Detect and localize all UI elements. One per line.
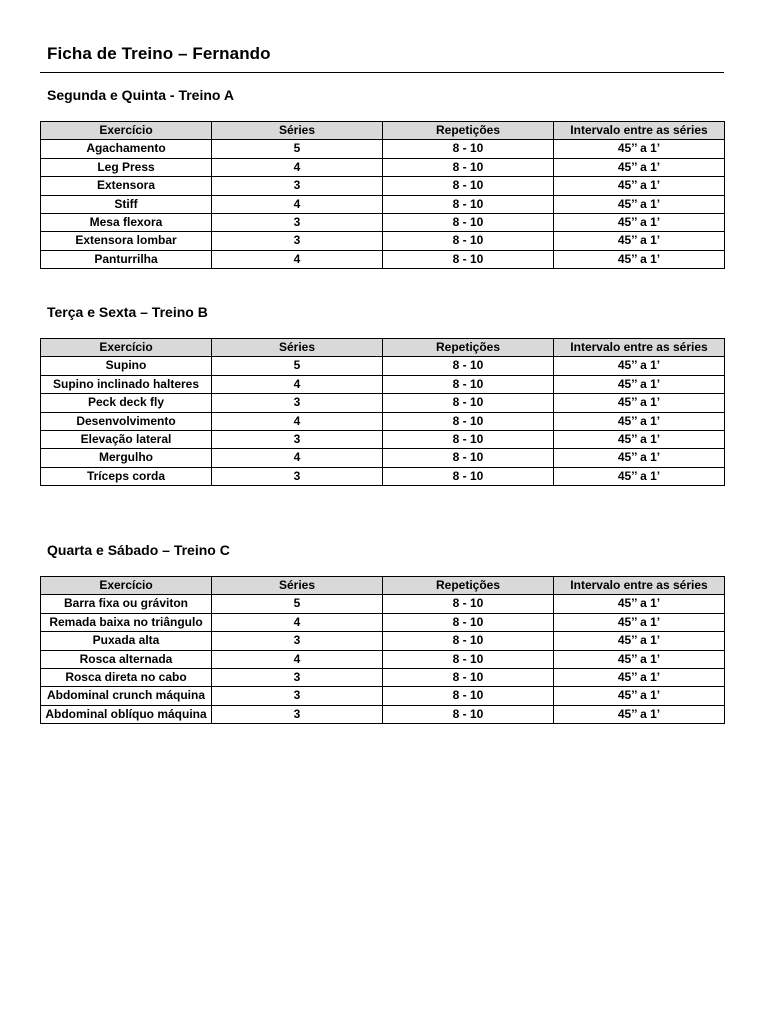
cell-series: 4 — [212, 250, 383, 268]
table-row — [41, 250, 725, 268]
cell-exercicio: Puxada alta — [41, 632, 212, 650]
cell-series: 5 — [212, 595, 383, 613]
header-intervalo: Intervalo entre as séries — [554, 339, 725, 357]
table-row — [41, 632, 725, 650]
cell-series: 4 — [212, 449, 383, 467]
cell-intervalo: 45’’ a 1’ — [554, 140, 725, 158]
cell-repeticoes: 8 - 10 — [383, 140, 554, 158]
cell-series: 5 — [212, 357, 383, 375]
cell-repeticoes: 8 - 10 — [383, 177, 554, 195]
header-intervalo: Intervalo entre as séries — [554, 122, 725, 140]
cell-series: 3 — [212, 177, 383, 195]
cell-exercicio: Agachamento — [41, 140, 212, 158]
cell-series: 4 — [212, 412, 383, 430]
cell-exercicio: Panturrilha — [41, 250, 212, 268]
cell-repeticoes: 8 - 10 — [383, 669, 554, 687]
cell-intervalo: 45’’ a 1’ — [554, 449, 725, 467]
header-repeticoes: Repetições — [383, 122, 554, 140]
table-row — [41, 195, 725, 213]
cell-series: 3 — [212, 669, 383, 687]
table-header-row — [41, 577, 725, 595]
cell-series: 3 — [212, 632, 383, 650]
table-row — [41, 375, 725, 393]
cell-repeticoes: 8 - 10 — [383, 232, 554, 250]
cell-repeticoes: 8 - 10 — [383, 195, 554, 213]
cell-series: 3 — [212, 687, 383, 705]
table-treino-b — [40, 338, 725, 486]
cell-repeticoes: 8 - 10 — [383, 158, 554, 176]
cell-repeticoes: 8 - 10 — [383, 650, 554, 668]
table-row — [41, 613, 725, 631]
table-row — [41, 232, 725, 250]
section-heading-treino-a: Segunda e Quinta - Treino A — [47, 87, 234, 103]
cell-repeticoes: 8 - 10 — [383, 394, 554, 412]
cell-intervalo: 45’’ a 1’ — [554, 250, 725, 268]
cell-series: 4 — [212, 650, 383, 668]
cell-exercicio: Desenvolvimento — [41, 412, 212, 430]
table-row — [41, 431, 725, 449]
cell-intervalo: 45’’ a 1’ — [554, 595, 725, 613]
table-row — [41, 214, 725, 232]
cell-intervalo: 45’’ a 1’ — [554, 669, 725, 687]
cell-intervalo: 45’’ a 1’ — [554, 177, 725, 195]
cell-exercicio: Supino — [41, 357, 212, 375]
cell-repeticoes: 8 - 10 — [383, 449, 554, 467]
cell-repeticoes: 8 - 10 — [383, 431, 554, 449]
cell-intervalo: 45’’ a 1’ — [554, 357, 725, 375]
cell-repeticoes: 8 - 10 — [383, 705, 554, 723]
cell-repeticoes: 8 - 10 — [383, 467, 554, 485]
cell-intervalo: 45’’ a 1’ — [554, 195, 725, 213]
cell-series: 3 — [212, 232, 383, 250]
table-row — [41, 669, 725, 687]
cell-exercicio: Mesa flexora — [41, 214, 212, 232]
table-row — [41, 467, 725, 485]
table-row — [41, 394, 725, 412]
cell-repeticoes: 8 - 10 — [383, 214, 554, 232]
cell-exercicio: Stiff — [41, 195, 212, 213]
cell-intervalo: 45’’ a 1’ — [554, 412, 725, 430]
table-row — [41, 687, 725, 705]
table-row — [41, 158, 725, 176]
cell-repeticoes: 8 - 10 — [383, 595, 554, 613]
cell-exercicio: Rosca alternada — [41, 650, 212, 668]
cell-intervalo: 45’’ a 1’ — [554, 687, 725, 705]
cell-exercicio: Remada baixa no triângulo — [41, 613, 212, 631]
cell-exercicio: Mergulho — [41, 449, 212, 467]
cell-intervalo: 45’’ a 1’ — [554, 613, 725, 631]
table-row — [41, 449, 725, 467]
table-header-row — [41, 339, 725, 357]
header-intervalo: Intervalo entre as séries — [554, 577, 725, 595]
cell-exercicio: Abdominal crunch máquina — [41, 687, 212, 705]
section-heading-treino-c: Quarta e Sábado – Treino C — [47, 542, 230, 558]
cell-repeticoes: 8 - 10 — [383, 375, 554, 393]
table-row — [41, 412, 725, 430]
cell-intervalo: 45’’ a 1’ — [554, 431, 725, 449]
header-exercicio: Exercício — [41, 577, 212, 595]
table-row — [41, 357, 725, 375]
cell-exercicio: Tríceps corda — [41, 467, 212, 485]
cell-intervalo: 45’’ a 1’ — [554, 375, 725, 393]
cell-repeticoes: 8 - 10 — [383, 357, 554, 375]
cell-intervalo: 45’’ a 1’ — [554, 467, 725, 485]
header-series: Séries — [212, 339, 383, 357]
cell-exercicio: Barra fixa ou gráviton — [41, 595, 212, 613]
cell-series: 4 — [212, 613, 383, 631]
page-title: Ficha de Treino – Fernando — [47, 44, 271, 63]
header-series: Séries — [212, 577, 383, 595]
cell-intervalo: 45’’ a 1’ — [554, 705, 725, 723]
header-repeticoes: Repetições — [383, 339, 554, 357]
cell-series: 5 — [212, 140, 383, 158]
cell-exercicio: Supino inclinado halteres — [41, 375, 212, 393]
cell-intervalo: 45’’ a 1’ — [554, 158, 725, 176]
cell-repeticoes: 8 - 10 — [383, 613, 554, 631]
table-treino-a — [40, 121, 725, 269]
cell-intervalo: 45’’ a 1’ — [554, 214, 725, 232]
cell-exercicio: Rosca direta no cabo — [41, 669, 212, 687]
table-row — [41, 705, 725, 723]
cell-intervalo: 45’’ a 1’ — [554, 394, 725, 412]
table-header-row — [41, 122, 725, 140]
cell-series: 3 — [212, 431, 383, 449]
cell-exercicio: Leg Press — [41, 158, 212, 176]
header-series: Séries — [212, 122, 383, 140]
cell-exercicio: Elevação lateral — [41, 431, 212, 449]
cell-series: 3 — [212, 705, 383, 723]
cell-exercicio: Abdominal oblíquo máquina — [41, 705, 212, 723]
cell-exercicio: Peck deck fly — [41, 394, 212, 412]
table-row — [41, 140, 725, 158]
cell-exercicio: Extensora lombar — [41, 232, 212, 250]
cell-repeticoes: 8 - 10 — [383, 687, 554, 705]
header-exercicio: Exercício — [41, 339, 212, 357]
cell-repeticoes: 8 - 10 — [383, 412, 554, 430]
table-row — [41, 650, 725, 668]
cell-series: 3 — [212, 467, 383, 485]
table-row — [41, 177, 725, 195]
table-treino-c — [40, 576, 725, 724]
cell-series: 4 — [212, 375, 383, 393]
header-repeticoes: Repetições — [383, 577, 554, 595]
cell-repeticoes: 8 - 10 — [383, 632, 554, 650]
cell-series: 3 — [212, 394, 383, 412]
table-row — [41, 595, 725, 613]
cell-intervalo: 45’’ a 1’ — [554, 632, 725, 650]
title-divider — [40, 72, 724, 73]
cell-exercicio: Extensora — [41, 177, 212, 195]
cell-series: 3 — [212, 214, 383, 232]
cell-intervalo: 45’’ a 1’ — [554, 232, 725, 250]
section-heading-treino-b: Terça e Sexta – Treino B — [47, 304, 208, 320]
cell-series: 4 — [212, 195, 383, 213]
cell-series: 4 — [212, 158, 383, 176]
cell-intervalo: 45’’ a 1’ — [554, 650, 725, 668]
header-exercicio: Exercício — [41, 122, 212, 140]
cell-repeticoes: 8 - 10 — [383, 250, 554, 268]
